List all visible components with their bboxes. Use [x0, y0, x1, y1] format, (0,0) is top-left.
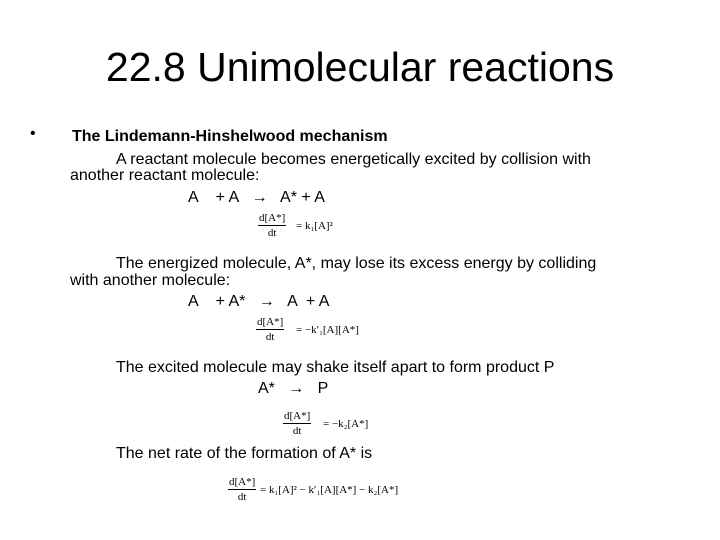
eq1-denominator: dt	[267, 227, 277, 239]
eq4-rhs: = k₁[A]² − k′₁[A][A*] − k₂[A*]	[260, 484, 399, 496]
paragraph-4: The net rate of the formation of A* is	[116, 445, 373, 462]
bullet-marker: •	[30, 125, 36, 142]
eq1-numerator: d[A*]	[259, 212, 286, 224]
paragraph-1-line-2: another reactant molecule:	[70, 167, 260, 184]
paragraph-1-line-1: A reactant molecule becomes energetically excited by collision with	[116, 151, 591, 168]
eq3-rhs: = −k₂[A*]	[323, 418, 369, 430]
reaction-3: A* → P	[258, 380, 329, 397]
eq2-numerator: d[A*]	[257, 316, 284, 328]
reaction-2: A + A* → A + A	[188, 293, 330, 310]
slide-title: 22.8 Unimolecular reactions	[105, 44, 615, 90]
paragraph-2-line-1: The energized molecule, A*, may lose its excess energy by colliding	[116, 255, 597, 272]
mechanism-heading: The Lindemann-Hinshelwood mechanism	[72, 128, 388, 145]
eq2-rhs: = −k′₁[A][A*]	[296, 324, 359, 336]
eq3-numerator: d[A*]	[284, 410, 311, 422]
paragraph-2-line-2: with another molecule:	[70, 272, 231, 289]
paragraph-3: The excited molecule may shake itself apart to form product P	[116, 359, 555, 376]
eq4-numerator: d[A*]	[229, 476, 256, 488]
eq4-denominator: dt	[237, 491, 247, 503]
reaction-1: A + A → A* + A	[188, 189, 325, 206]
eq3-denominator: dt	[292, 425, 302, 437]
eq1-rhs: = k₁[A]²	[296, 220, 333, 232]
eq2-denominator: dt	[265, 331, 275, 343]
